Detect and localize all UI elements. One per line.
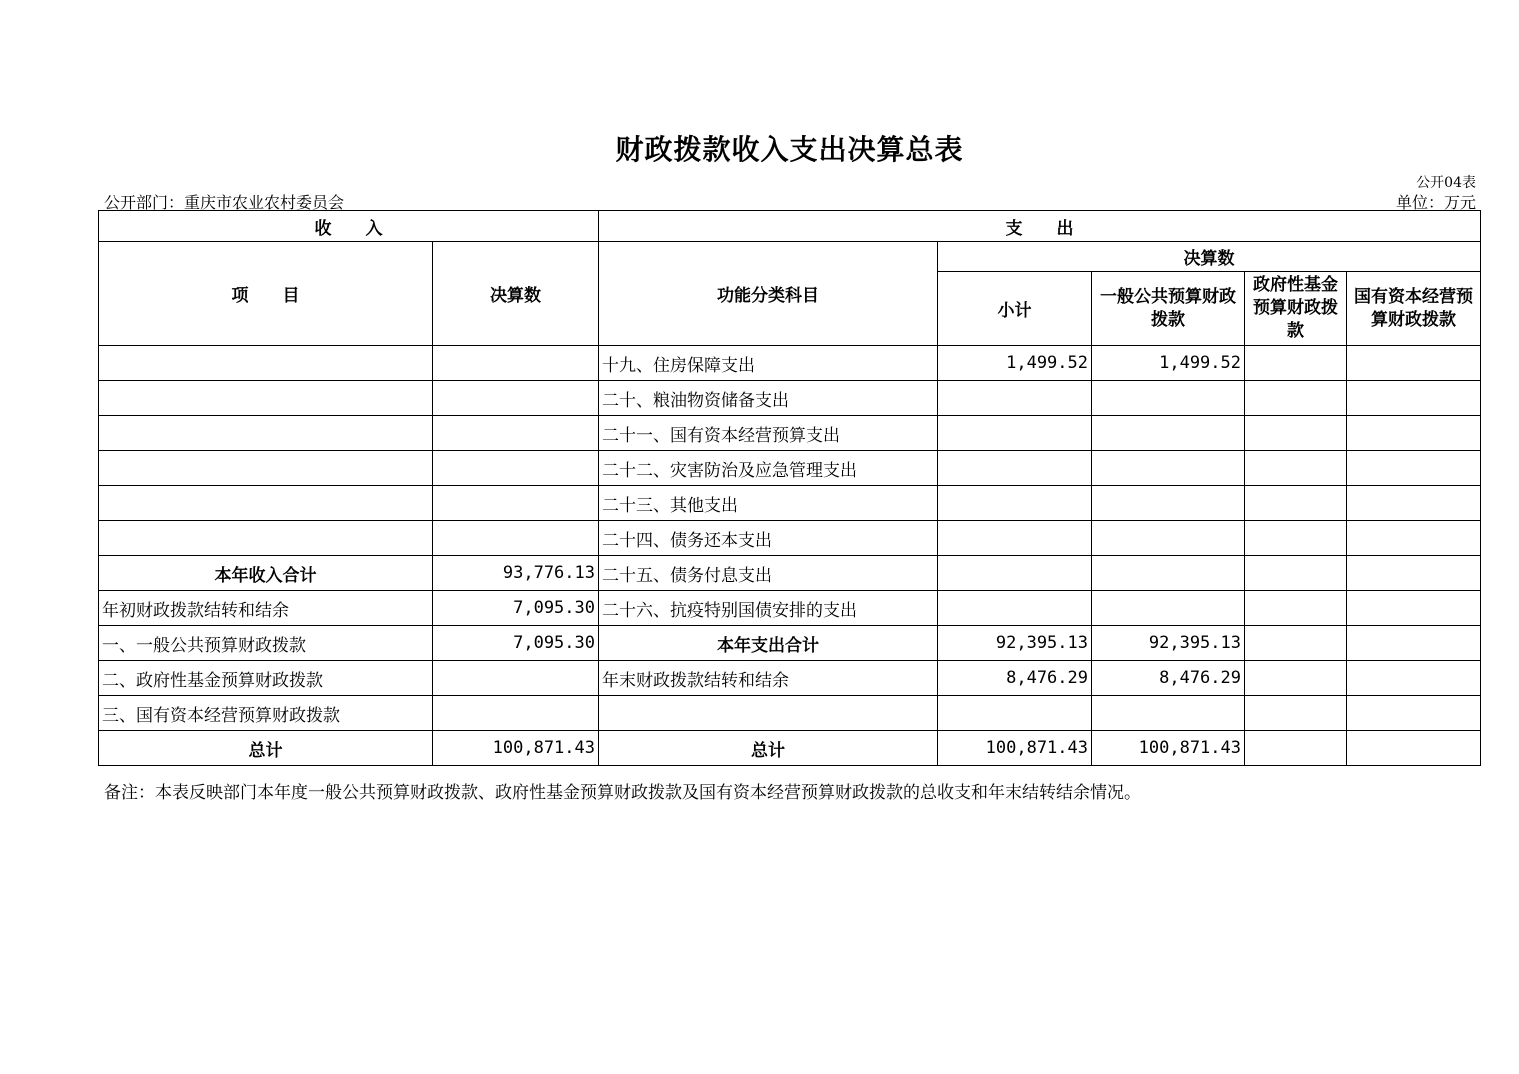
table-row — [99, 626, 1481, 661]
general-budget-cell — [1092, 381, 1245, 416]
gov-fund-cell — [1245, 346, 1347, 381]
general-budget-cell — [1092, 696, 1245, 731]
gov-fund-cell — [1245, 486, 1347, 521]
expense-header: 支 出 — [599, 211, 1481, 242]
general-budget-cell — [1092, 591, 1245, 626]
budget-table — [98, 210, 1481, 766]
gov-fund-cell — [1245, 731, 1347, 766]
gov-fund-cell — [1245, 416, 1347, 451]
income-item-cell: 年初财政拨款结转和结余 — [99, 591, 433, 626]
subtotal-cell — [938, 556, 1092, 591]
subtotal-header: 小计 — [938, 272, 1092, 346]
expense-item-cell: 二十、粮油物资储备支出 — [599, 381, 938, 416]
expense-item-cell: 二十四、债务还本支出 — [599, 521, 938, 556]
expense-total-label: 本年支出合计 — [599, 626, 938, 661]
gov-fund-cell — [1245, 451, 1347, 486]
table-row — [99, 591, 1481, 626]
income-amount-cell: 7,095.30 — [433, 626, 599, 661]
department-label: 公开部门：重庆市农业农村委员会 — [104, 193, 345, 212]
income-item-cell — [99, 451, 433, 486]
subtotal-cell — [938, 451, 1092, 486]
subtotal-cell: 92,395.13 — [938, 626, 1092, 661]
income-amount-cell: 93,776.13 — [433, 556, 599, 591]
state-capital-cell — [1347, 696, 1481, 731]
state-capital-cell — [1347, 591, 1481, 626]
gov-fund-cell — [1245, 521, 1347, 556]
unit-label: 单位：万元 — [1395, 193, 1476, 212]
subtotal-cell — [938, 591, 1092, 626]
expense-item-cell: 二十一、国有资本经营预算支出 — [599, 416, 938, 451]
subtotal-cell — [938, 486, 1092, 521]
expense-item-cell — [599, 696, 938, 731]
subtotal-cell — [938, 381, 1092, 416]
subtotal-cell: 100,871.43 — [938, 731, 1092, 766]
table-row-total — [99, 731, 1481, 766]
general-budget-cell: 100,871.43 — [1092, 731, 1245, 766]
subtotal-cell — [938, 521, 1092, 556]
income-amount-cell: 7,095.30 — [433, 591, 599, 626]
amount-header: 决算数 — [433, 242, 599, 346]
state-capital-header: 国有资本经营预算财政拨款 — [1347, 272, 1481, 346]
income-amount-cell — [433, 381, 599, 416]
general-budget-cell — [1092, 556, 1245, 591]
income-item-cell — [99, 521, 433, 556]
expense-item-cell: 十九、住房保障支出 — [599, 346, 938, 381]
gov-fund-cell — [1245, 556, 1347, 591]
general-budget-cell: 1,499.52 — [1092, 346, 1245, 381]
state-capital-cell — [1347, 346, 1481, 381]
table-row — [99, 381, 1481, 416]
gov-fund-cell — [1245, 661, 1347, 696]
subtotal-cell: 1,499.52 — [938, 346, 1092, 381]
income-amount-cell: 100,871.43 — [433, 731, 599, 766]
gov-fund-cell — [1245, 591, 1347, 626]
form-number: 公开04表 — [1416, 175, 1476, 191]
table-row — [99, 521, 1481, 556]
income-amount-cell — [433, 346, 599, 381]
footnote: 备注：本表反映部门本年度一般公共预算财政拨款、政府性基金预算财政拨款及国有资本经营预算财政拨款的总收支和年末结转结余情况。 — [104, 783, 1141, 803]
subtotal-cell — [938, 696, 1092, 731]
expense-item-cell: 年末财政拨款结转和结余 — [599, 661, 938, 696]
item-header: 项 目 — [99, 242, 433, 346]
subtotal-cell — [938, 416, 1092, 451]
gov-fund-cell — [1245, 381, 1347, 416]
income-amount-cell — [433, 451, 599, 486]
expense-item-cell: 二十二、灾害防治及应急管理支出 — [599, 451, 938, 486]
income-total-label: 本年收入合计 — [99, 556, 433, 591]
gov-fund-header: 政府性基金预算财政拨款 — [1245, 272, 1347, 346]
table-row — [99, 696, 1481, 731]
grand-total-label: 总计 — [99, 731, 433, 766]
income-item-cell: 一、一般公共预算财政拨款 — [99, 626, 433, 661]
state-capital-cell — [1347, 381, 1481, 416]
general-budget-cell: 92,395.13 — [1092, 626, 1245, 661]
income-header: 收 入 — [99, 211, 599, 242]
income-amount-cell — [433, 696, 599, 731]
table-row — [99, 661, 1481, 696]
grand-total-label: 总计 — [599, 731, 938, 766]
state-capital-cell — [1347, 486, 1481, 521]
expense-item-cell: 二十六、抗疫特别国债安排的支出 — [599, 591, 938, 626]
state-capital-cell — [1347, 626, 1481, 661]
expense-item-cell: 二十五、债务付息支出 — [599, 556, 938, 591]
income-item-cell — [99, 416, 433, 451]
income-amount-cell — [433, 521, 599, 556]
state-capital-cell — [1347, 451, 1481, 486]
subtotal-cell: 8,476.29 — [938, 661, 1092, 696]
income-item-cell: 三、国有资本经营预算财政拨款 — [99, 696, 433, 731]
general-budget-cell — [1092, 416, 1245, 451]
state-capital-cell — [1347, 521, 1481, 556]
expense-item-cell: 二十三、其他支出 — [599, 486, 938, 521]
general-budget-cell — [1092, 521, 1245, 556]
income-item-cell — [99, 381, 433, 416]
table-row — [99, 486, 1481, 521]
general-budget-cell: 8,476.29 — [1092, 661, 1245, 696]
func-subject-header: 功能分类科目 — [599, 242, 938, 346]
income-amount-cell — [433, 486, 599, 521]
income-item-cell — [99, 486, 433, 521]
gov-fund-cell — [1245, 626, 1347, 661]
income-amount-cell — [433, 416, 599, 451]
state-capital-cell — [1347, 661, 1481, 696]
income-item-cell — [99, 346, 433, 381]
table-row — [99, 346, 1481, 381]
table-row — [99, 416, 1481, 451]
page-title: 财政拨款收入支出决算总表 — [615, 133, 964, 166]
income-amount-cell — [433, 661, 599, 696]
state-capital-cell — [1347, 416, 1481, 451]
general-budget-header: 一般公共预算财政拨款 — [1092, 272, 1245, 346]
final-amount-header: 决算数 — [938, 242, 1481, 272]
general-budget-cell — [1092, 486, 1245, 521]
table-row — [99, 451, 1481, 486]
general-budget-cell — [1092, 451, 1245, 486]
table-row — [99, 556, 1481, 591]
income-item-cell: 二、政府性基金预算财政拨款 — [99, 661, 433, 696]
gov-fund-cell — [1245, 696, 1347, 731]
state-capital-cell — [1347, 556, 1481, 591]
state-capital-cell — [1347, 731, 1481, 766]
